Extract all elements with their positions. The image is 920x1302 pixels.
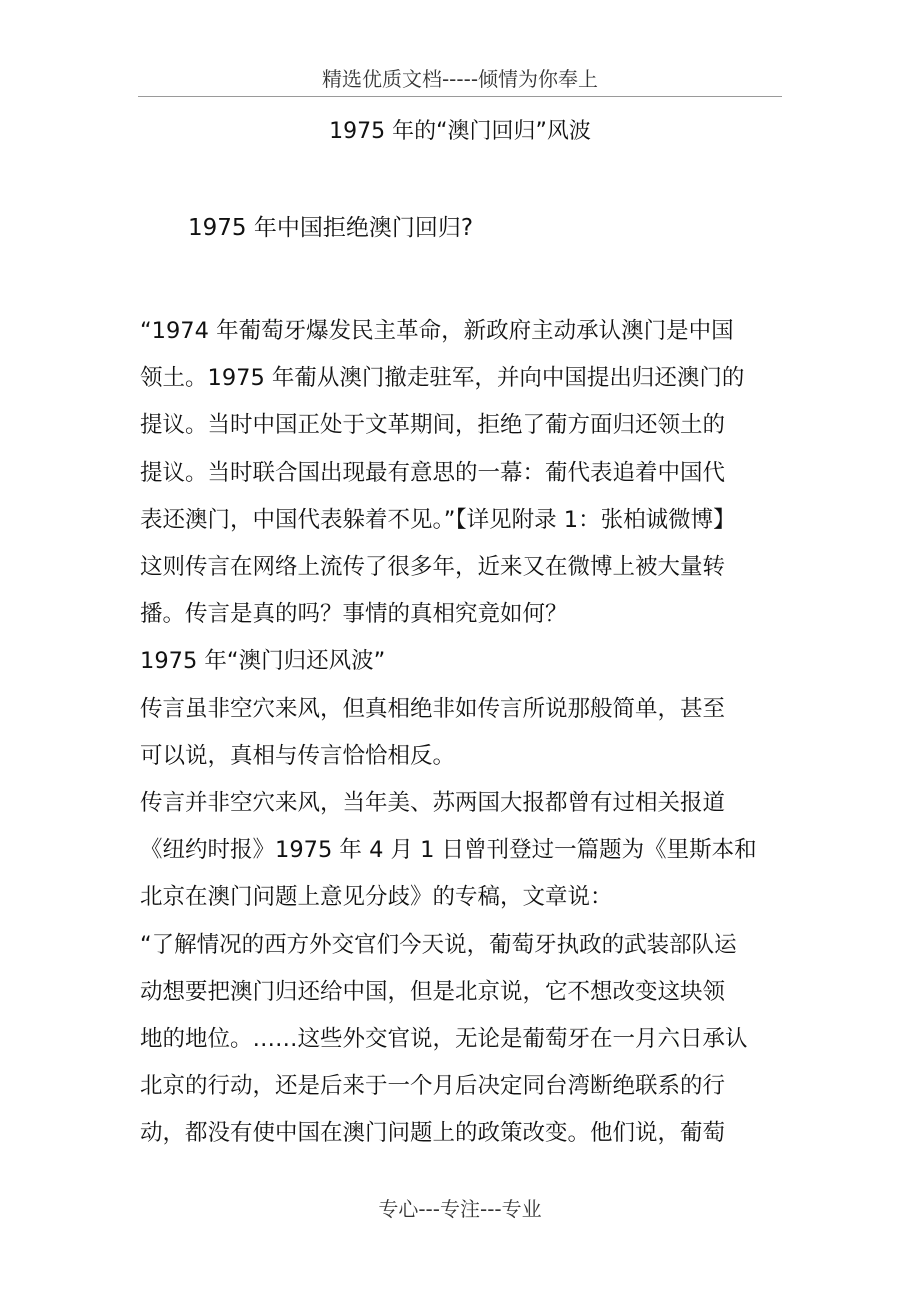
body-line: 传言虽非空穴来风，但真相绝非如传言所说那般简单，甚至 xyxy=(140,695,726,722)
body-line: 这则传言在网络上流传了很多年，近来又在微博上被大量转 xyxy=(140,554,726,581)
body-line: 可以说，真相与传言恰恰相反。 xyxy=(140,742,456,769)
body-line: 动想要把澳门归还给中国，但是北京说，它不想改变这块领 xyxy=(140,978,726,1005)
page-header: 精选优质文档-----倾情为你奉上 xyxy=(138,62,782,97)
body-line: 动，都没有使中国在澳门问题上的政策改变。他们说，葡萄 xyxy=(140,1120,726,1147)
body-line: 北京在澳门问题上意见分歧》的专稿，文章说： xyxy=(140,884,613,911)
body-line: 提议。当时联合国出现最有意思的一幕：葡代表追着中国代 xyxy=(140,459,726,486)
body-line: 北京的行动，还是后来于一个月后决定同台湾断绝联系的行 xyxy=(140,1073,726,1100)
body-line: 提议。当时中国正处于文革期间，拒绝了葡方面归还领土的 xyxy=(140,412,726,439)
section-heading: 1975 年中国拒绝澳门回归? xyxy=(188,215,474,241)
body-line: 1975 年“澳门归还风波” xyxy=(140,648,386,675)
body-line: “了解情况的西方外交官们今天说，葡萄牙执政的武装部队运 xyxy=(140,931,737,958)
body-line: 《纽约时报》1975 年 4 月 1 日曾刊登过一篇题为《里斯本和 xyxy=(140,837,757,864)
page-footer: 专心---专注---专业 xyxy=(378,1197,542,1221)
body-line: 传言并非空穴来风，当年美、苏两国大报都曾有过相关报道 xyxy=(140,790,726,817)
body-line: 表还澳门，中国代表躲着不见。”【详见附录 1：张柏诚微博】 xyxy=(140,506,736,533)
body-line: “1974 年葡萄牙爆发民主革命，新政府主动承认澳门是中国 xyxy=(140,318,734,344)
body-line: 领土。1975 年葡从澳门撤走驻军，并向中国提出归还澳门的 xyxy=(140,365,745,392)
body-line: 地的地位。……这些外交官说，无论是葡萄牙在一月六日承认 xyxy=(140,1026,748,1053)
document-title: 1975 年的“澳门回归”风波 xyxy=(329,119,591,144)
body-line: 播。传言是真的吗？事情的真相究竟如何？ xyxy=(140,601,568,628)
document-body xyxy=(140,308,782,1158)
